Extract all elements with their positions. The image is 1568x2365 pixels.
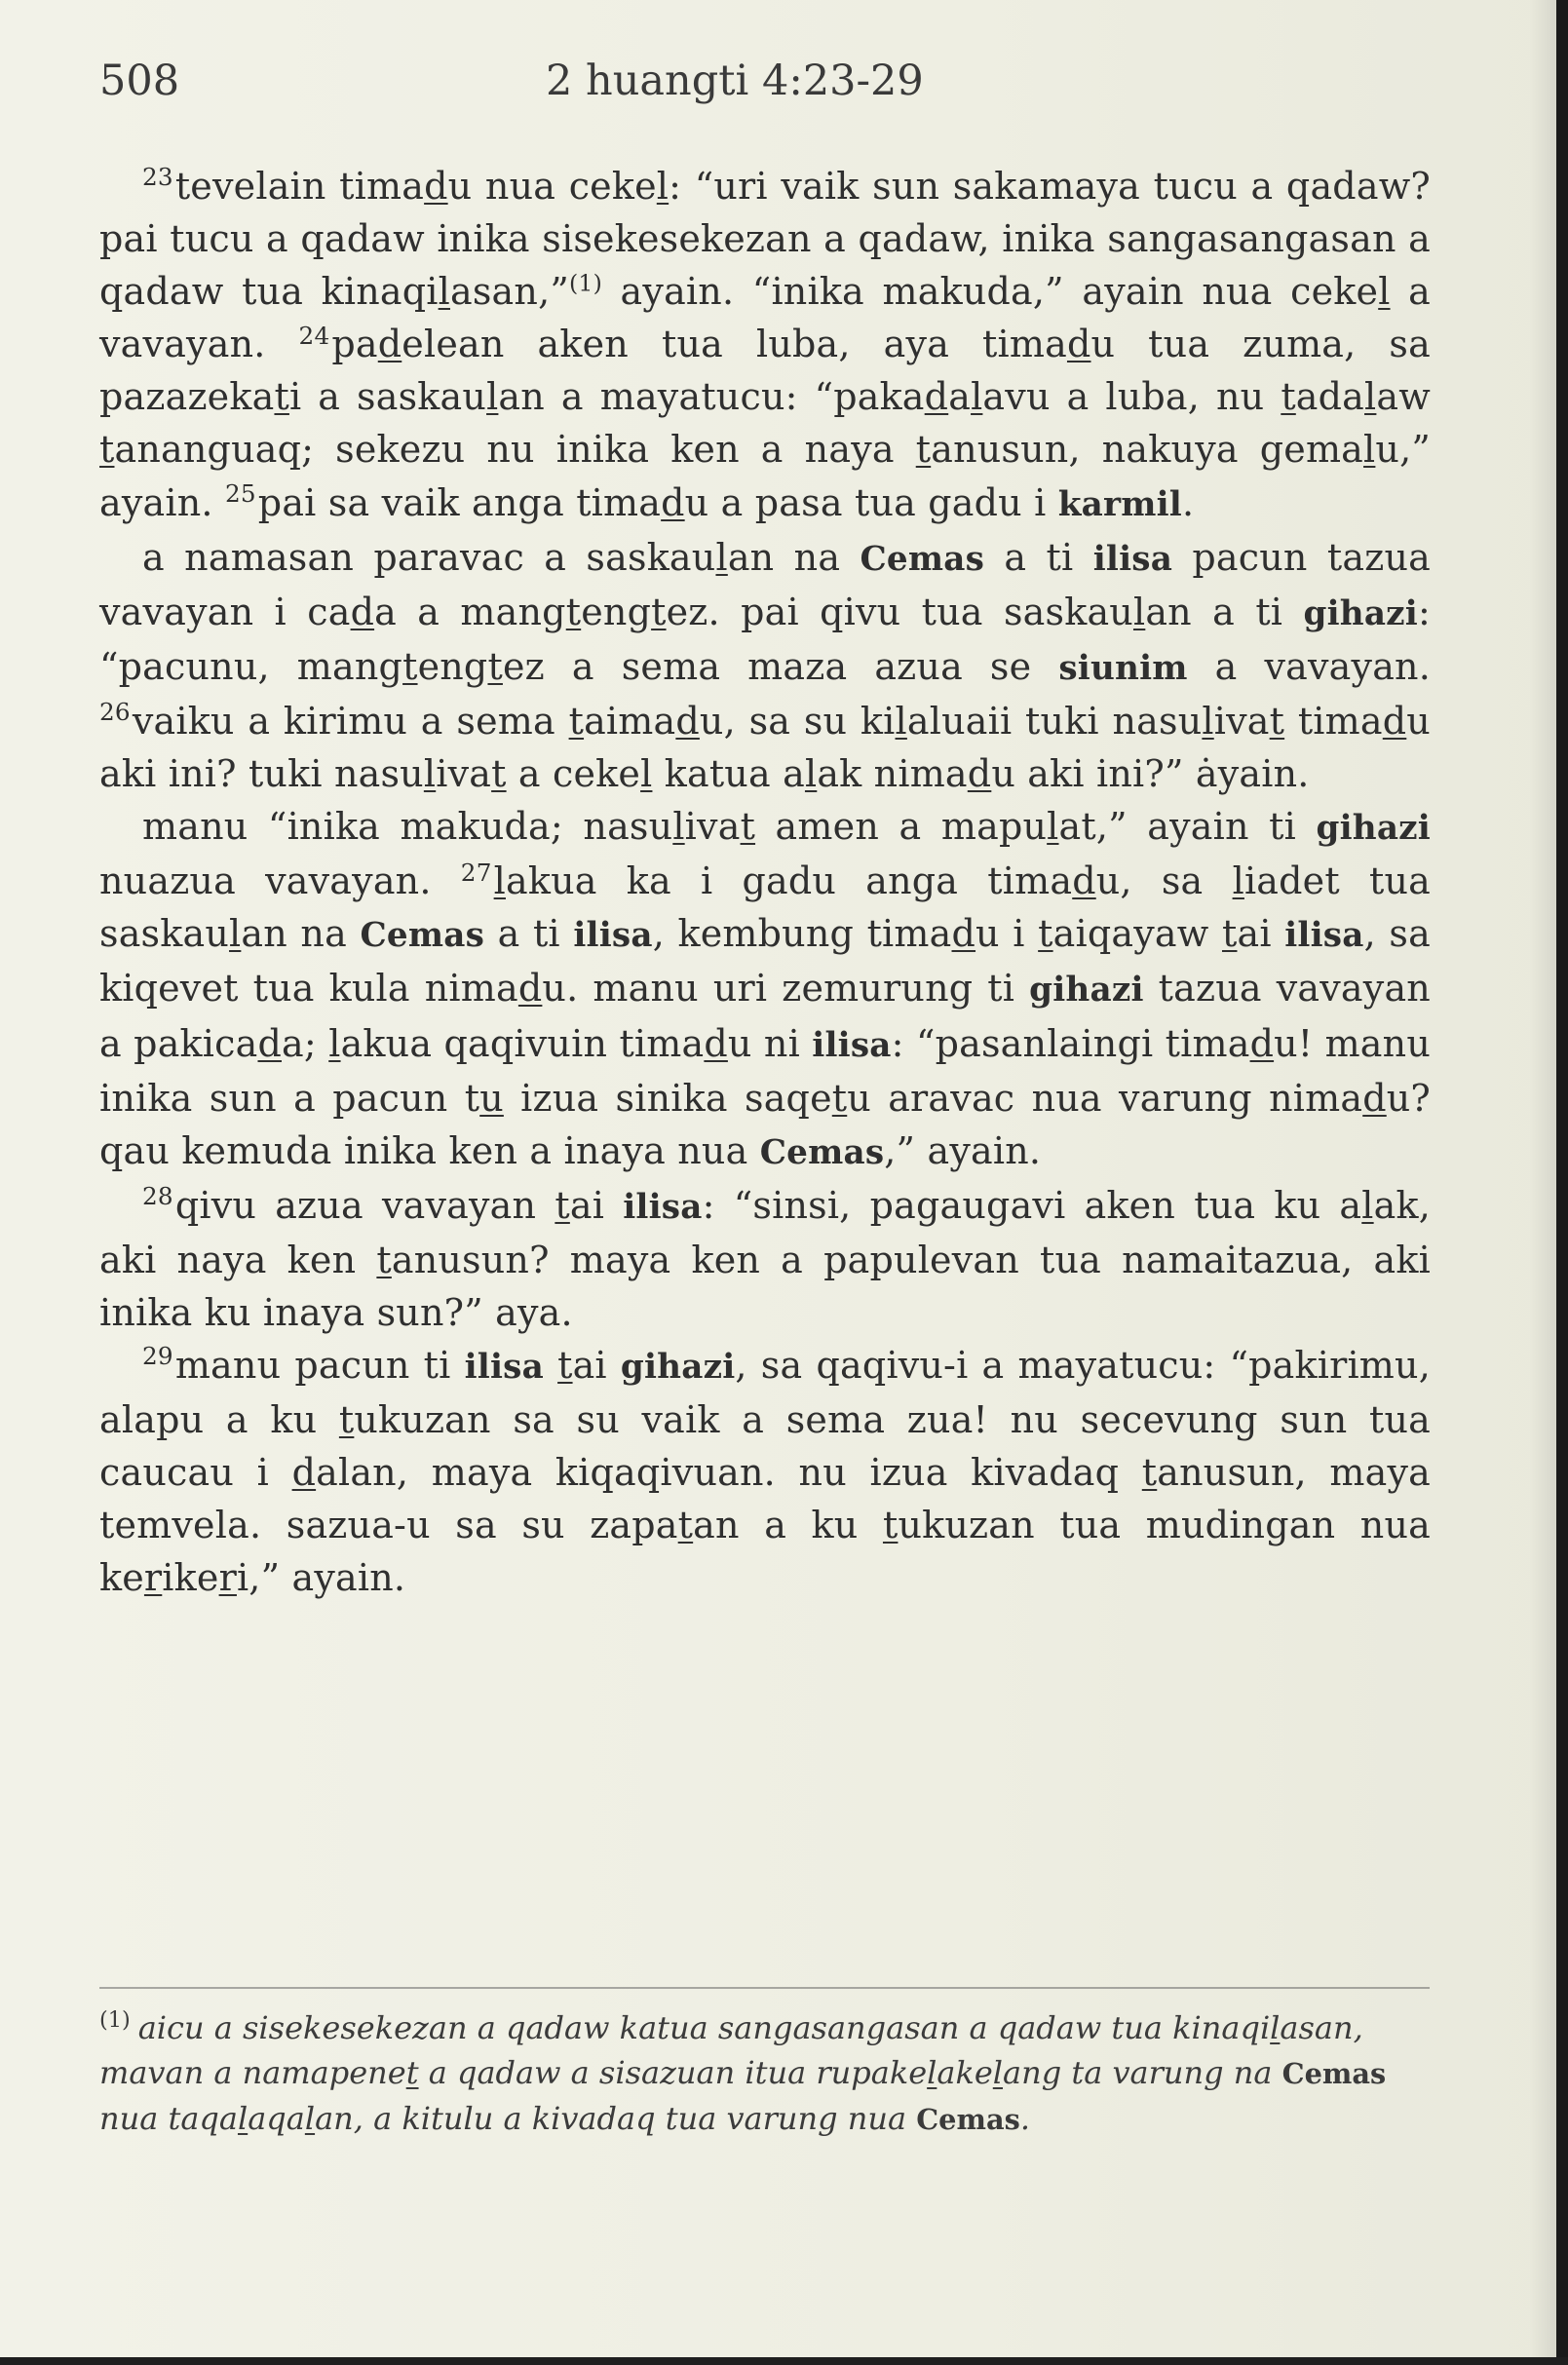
text-run: u a pasa tua gadu i	[684, 480, 1058, 524]
underlined-letter: t	[831, 1076, 848, 1120]
underlined-letter: t	[338, 1398, 355, 1442]
proper-name: ilisa	[812, 1025, 892, 1065]
proper-name: Cemas	[1281, 2057, 1387, 2090]
text-run: .	[1019, 2100, 1030, 2137]
underlined-letter: l	[423, 752, 437, 796]
paragraph	[99, 1339, 1431, 1604]
text-run: asan,”	[450, 270, 569, 314]
underlined-letter: d	[377, 323, 402, 366]
page-right-edge	[1556, 0, 1568, 2365]
text-run: iva	[436, 752, 492, 796]
text-run: aqa	[248, 2100, 305, 2137]
text-run: nuazua vavayan.	[99, 859, 461, 903]
text-run: alan, maya kiqaqivuan. nu izua kivadaq	[316, 1451, 1142, 1495]
underlined-letter: d	[951, 912, 976, 956]
page-edge-shadow	[1529, 0, 1556, 2365]
underlined-letter: l	[1202, 699, 1214, 743]
text-run: : “uri vaik sun sakamaya tucu a qadaw? pai tucu a qadaw inika sisekesekezan a qadaw, inika sangasangasan a qadaw tua kinaqi	[99, 165, 1431, 314]
text-run: an a ti	[1145, 590, 1304, 633]
text-run: qivu azua vavayan	[174, 1183, 555, 1227]
underlined-letter: t	[555, 1183, 570, 1227]
underlined-letter: t	[882, 1504, 899, 1547]
text-run: , sa kiqevet tua kula nima	[99, 912, 1431, 1011]
verse-number: 27	[460, 858, 492, 887]
underlined-letter: d	[424, 165, 448, 208]
underlined-letter: l	[304, 2100, 316, 2137]
text-run: anusun, nakuya gema	[931, 428, 1364, 472]
proper-name: Cemas	[916, 2103, 1020, 2136]
underlined-letter: l	[715, 535, 728, 579]
underlined-letter: d	[350, 590, 375, 633]
proper-name: gihazi	[1029, 971, 1144, 1011]
underlined-letter: l	[656, 165, 669, 208]
paragraph	[99, 160, 1431, 531]
text-run: at,” ayain ti	[1058, 805, 1317, 849]
underlined-letter: l	[992, 2054, 1004, 2091]
underlined-letter: l	[1270, 2009, 1281, 2046]
text-run: vaiku a kirimu a sema	[132, 699, 569, 743]
underlined-letter: l	[804, 752, 818, 796]
text-run: u aki ini?” ȧyain.	[991, 752, 1310, 796]
underlined-letter: r	[143, 1556, 163, 1600]
underlined-letter: t	[99, 428, 115, 472]
verse-number: 26	[99, 698, 131, 727]
text-run: ukuzan tua mudingan nua ke	[99, 1504, 1431, 1600]
underlined-letter: t	[651, 590, 667, 633]
paragraph	[99, 1179, 1431, 1339]
text-run: a vavayan.	[1187, 644, 1432, 688]
underlined-letter: u	[479, 1076, 504, 1120]
text-run: aima	[584, 699, 676, 743]
underlined-letter: l	[438, 270, 450, 314]
text-run: elean aken tua luba, aya tima	[402, 323, 1067, 366]
underlined-letter: t	[402, 644, 418, 688]
text-run: u, sa	[1095, 859, 1233, 903]
text-run	[544, 1344, 557, 1387]
paragraph	[99, 800, 1431, 1179]
proper-name: ilisa	[1092, 539, 1173, 579]
underlined-letter: t	[677, 1504, 694, 1547]
text-run: , kembung tima	[652, 912, 952, 956]
underlined-letter: t	[405, 2054, 419, 2091]
text-run: u aki ini? tuki nasu	[99, 699, 1431, 796]
proper-name: ilisa	[1284, 916, 1364, 956]
footnote-marker: (1)	[99, 2007, 131, 2034]
text-run: a a mang	[374, 590, 566, 633]
page-bottom-edge	[0, 2357, 1568, 2365]
text-run: ez. pai qivu tua saskau	[666, 590, 1133, 633]
text-run: tima	[1284, 699, 1383, 743]
underlined-letter: l	[1132, 590, 1146, 633]
text-run: eng	[581, 590, 652, 633]
text-run: ai	[569, 1183, 624, 1227]
text-run: u! manu inika sun a pacun t	[99, 1021, 1431, 1120]
verse-number: 25	[224, 478, 256, 508]
text-run: a ti	[484, 912, 574, 956]
text-run: aw	[1376, 375, 1431, 419]
text-run: nua taqa	[99, 2100, 238, 2137]
footnote-text	[99, 2009, 1386, 2137]
body-text	[99, 160, 1431, 1605]
text-run: a namasan paravac a saskau	[142, 535, 716, 579]
underlined-letter: l	[1378, 270, 1391, 314]
underlined-letter: d	[1072, 859, 1096, 903]
verse-number: 23	[142, 163, 173, 192]
proper-name: Cemas	[860, 539, 985, 579]
underlined-letter: d	[257, 1021, 283, 1065]
verse-number: 28	[142, 1182, 173, 1211]
proper-name: gihazi	[620, 1348, 736, 1388]
text-run: u, sa su ki	[699, 699, 896, 743]
text-run: a ti	[984, 535, 1093, 579]
text-run: a vavayan.	[99, 270, 1431, 366]
verse-number: 29	[142, 1342, 173, 1371]
text-run: : “sinsi, pagaugavi aken tua ku a	[702, 1183, 1362, 1227]
text-run: ai	[572, 1344, 621, 1388]
text-run: u i	[975, 912, 1039, 956]
underlined-letter: l	[237, 2100, 249, 2137]
underlined-letter: d	[1249, 1021, 1275, 1065]
underlined-letter: l	[229, 912, 242, 956]
text-run: akua ka i gadu anga tima	[505, 859, 1073, 903]
text-run: an a ku	[693, 1504, 883, 1547]
text-run: i,” ayain.	[236, 1556, 406, 1600]
text-run: anusun? maya ken a papulevan tua namaitazua, aki inika ku inaya sun?” aya.	[99, 1238, 1431, 1334]
text-run: akua qaqivuin tima	[340, 1021, 705, 1065]
proper-name: ilisa	[623, 1187, 703, 1227]
underlined-letter: t	[1038, 912, 1053, 956]
underlined-letter: d	[1362, 1076, 1387, 1120]
text-run: u nua ceke	[447, 165, 657, 208]
text-run: ez a sema maza azua se	[502, 644, 1059, 688]
footnote	[99, 2005, 1431, 2142]
text-run: amen a mapu	[755, 805, 1048, 849]
underlined-letter: t	[915, 428, 932, 472]
text-run: iva	[1213, 699, 1270, 743]
page-header	[99, 57, 1464, 115]
text-run: pa	[331, 323, 378, 366]
verse-number: 24	[298, 321, 330, 350]
text-run: an na	[241, 912, 361, 956]
footnote-divider	[99, 1987, 1430, 1989]
text-run: a	[948, 375, 972, 419]
running-head: 2 huangti 4:23-29	[546, 57, 924, 105]
proper-name: Cemas	[360, 916, 485, 956]
text-run: : “pasanlaingi tima	[891, 1021, 1250, 1065]
text-run: .	[1181, 480, 1195, 524]
underlined-letter: l	[328, 1021, 341, 1065]
text-run: u aravac nua varung nima	[847, 1076, 1363, 1120]
underlined-letter: d	[661, 480, 685, 524]
text-run: an na	[727, 535, 860, 579]
text-run: ake	[937, 2054, 993, 2091]
text-run: u,” ayain.	[99, 428, 1431, 524]
proper-name: Cemas	[759, 1132, 885, 1172]
proper-name: ilisa	[464, 1348, 544, 1388]
text-run: aluaii tuki nasu	[906, 699, 1203, 743]
text-run: u tua zuma, sa pazazeka	[99, 323, 1431, 419]
text-run: ak nima	[817, 752, 968, 796]
text-run: u ni	[727, 1021, 813, 1065]
text-run: an a mayatucu: “paka	[498, 375, 925, 419]
underlined-letter: l	[971, 375, 983, 419]
paragraph	[99, 531, 1431, 800]
underlined-letter: d	[1382, 699, 1407, 743]
underlined-letter: t	[487, 644, 503, 688]
proper-name: gihazi	[1303, 593, 1418, 633]
underlined-letter: r	[218, 1556, 237, 1600]
underlined-letter: t	[1141, 1451, 1158, 1495]
text-run: aicu a sisekesekezan a qadaw katua sangasangasan a qadaw tua kinaqi	[137, 2009, 1271, 2046]
underlined-letter: d	[291, 1451, 317, 1495]
text-run: pai sa vaik anga tima	[257, 480, 662, 524]
underlined-letter: l	[672, 805, 685, 849]
underlined-letter: t	[376, 1238, 392, 1281]
underlined-letter: t	[1281, 375, 1296, 419]
underlined-letter: l	[1361, 1183, 1374, 1227]
text-run: asan, mavan a namapene	[99, 2009, 1363, 2091]
underlined-letter: l	[486, 375, 499, 419]
underlined-letter: t	[1222, 912, 1238, 956]
underlined-letter: l	[895, 699, 907, 743]
underlined-letter: d	[704, 1021, 728, 1065]
text-run: avu a luba, nu	[982, 375, 1281, 419]
footnote-reference: (1)	[569, 269, 602, 297]
text-run: tazua vavayan a pakica	[99, 967, 1431, 1065]
underlined-letter: d	[517, 967, 543, 1011]
text-run: manu pacun ti	[174, 1344, 465, 1388]
text-run: a qadaw a sisazuan itua rupake	[418, 2054, 928, 2091]
proper-name: ilisa	[573, 916, 653, 956]
text-run: : “pacunu, mang	[99, 590, 1431, 688]
text-run: ak, aki naya ken	[99, 1183, 1432, 1281]
text-run: a;	[282, 1021, 329, 1065]
underlined-letter: t	[274, 375, 289, 419]
text-run: pacun tazua vavayan i ca	[99, 535, 1431, 633]
text-run: aiqayaw	[1052, 912, 1222, 956]
text-run: ananguaq; sekezu nu inika ken a naya	[114, 428, 916, 472]
text-run: ,” ayain.	[884, 1128, 1042, 1172]
underlined-letter: t	[491, 752, 507, 796]
text-run: katua a	[652, 752, 805, 796]
underlined-letter: l	[493, 859, 506, 903]
underlined-letter: l	[1363, 428, 1376, 472]
page-number: 508	[99, 57, 180, 105]
text-run: ang ta varung na	[1003, 2054, 1282, 2091]
underlined-letter: t	[565, 590, 582, 633]
underlined-letter: l	[1232, 859, 1244, 903]
proper-name: karmil	[1057, 484, 1182, 524]
underlined-letter: t	[568, 699, 585, 743]
underlined-letter: d	[675, 699, 700, 743]
text-run: ai	[1237, 912, 1285, 956]
text-run: iva	[684, 805, 741, 849]
text-run: eng	[417, 644, 488, 688]
text-run: an, a kitulu a kivadaq tua varung nua	[315, 2100, 917, 2137]
text-run: u. manu uri zemurung ti	[542, 967, 1030, 1011]
underlined-letter: d	[924, 375, 949, 419]
text-run: ukuzan sa su vaik a sema zua! nu secevung sun tua caucau i	[99, 1398, 1431, 1495]
text-run: a ceke	[506, 752, 641, 796]
text-run: ike	[162, 1556, 219, 1600]
underlined-letter: l	[640, 752, 653, 796]
underlined-letter: l	[1364, 375, 1377, 419]
underlined-letter: d	[967, 752, 992, 796]
underlined-letter: l	[927, 2054, 937, 2091]
text-run: tevelain tima	[174, 165, 425, 208]
text-run: i a saskau	[288, 375, 487, 419]
underlined-letter: t	[740, 805, 756, 849]
text-run: ayain. “inika makuda,” ayain nua ceke	[601, 270, 1379, 314]
text-run: , sa qaqivu-i a mayatucu: “pakirimu, alapu a ku	[99, 1344, 1431, 1442]
underlined-letter: d	[1066, 323, 1091, 366]
text-run: manu “inika makuda; nasu	[142, 805, 673, 849]
text-run: ada	[1295, 375, 1365, 419]
underlined-letter: l	[1047, 805, 1059, 849]
text-run: u? qau kemuda inika ken a inaya nua	[99, 1076, 1431, 1172]
text-run: izua sinika saqe	[503, 1076, 832, 1120]
underlined-letter: t	[1269, 699, 1285, 743]
underlined-letter: t	[557, 1344, 573, 1388]
proper-name: gihazi	[1316, 809, 1431, 849]
proper-name: siunim	[1058, 648, 1188, 688]
text-run: anusun, maya temvela. sazua-u sa su zapa	[99, 1451, 1432, 1547]
text-run: iadet tua saskau	[99, 859, 1431, 956]
